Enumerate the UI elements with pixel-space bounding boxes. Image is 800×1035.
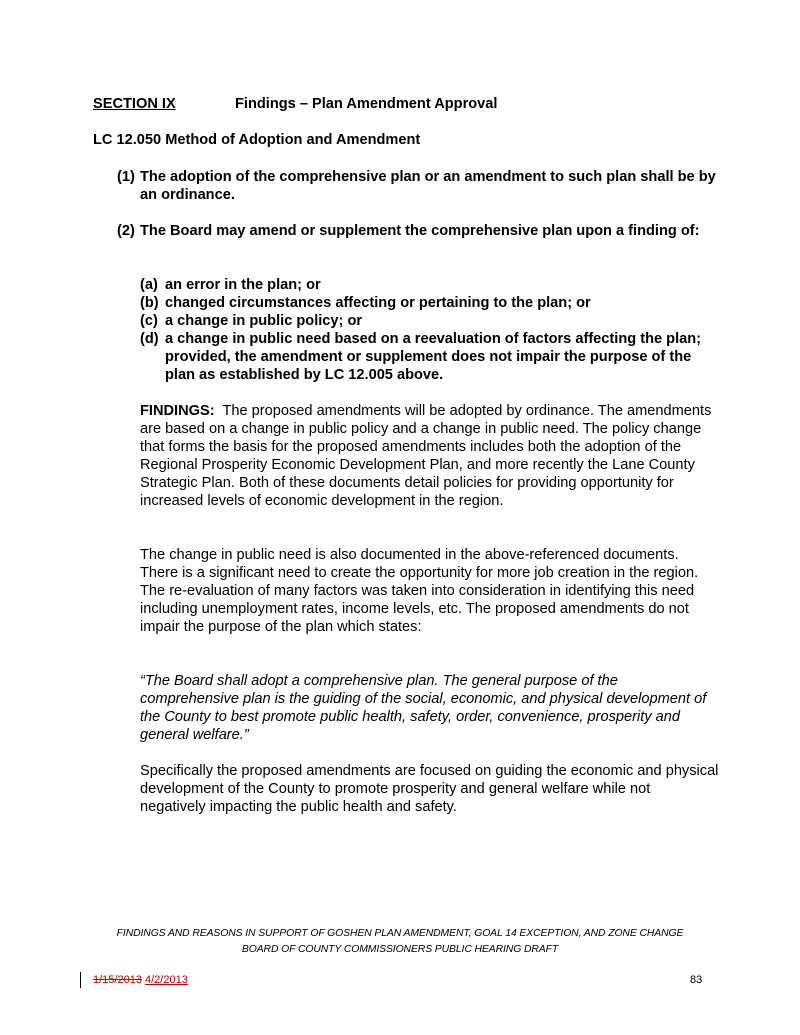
list-item: [117, 168, 717, 204]
item-number: (2): [117, 223, 135, 239]
item-text: The adoption of the comprehensive plan or an amendment to such plan shall be by an ordinance.: [140, 169, 716, 203]
sub-item-label: (a): [140, 277, 158, 293]
sub-item-label: (d): [140, 331, 159, 347]
sub-item-label: (c): [140, 313, 158, 329]
sub-item-text: a change in public policy; or: [165, 313, 363, 329]
subheading: LC 12.050 Method of Adoption and Amendment: [93, 132, 421, 148]
sub-list-item: [140, 312, 720, 330]
sub-item-label: (b): [140, 295, 159, 311]
conclusion-paragraph: Specifically the proposed amendments are focused on guiding the economic and physical development of the County to promote prosperity and general welfare while not negatively impacting the public health and safety.: [140, 763, 719, 815]
footer-title: FINDINGS AND REASONS IN SUPPORT OF GOSHEN PLAN AMENDMENT, GOAL 14 EXCEPTION, AND ZONE CHANGE: [116, 928, 684, 939]
section-title: Findings – Plan Amendment Approval: [235, 96, 498, 112]
footer-subtitle: BOARD OF COUNTY COMMISSIONERS PUBLIC HEARING DRAFT: [241, 944, 559, 955]
findings-text: The proposed amendments will be adopted by ordinance. The amendments are based on a change in public policy and a change in public need. The policy change that forms the basis for the proposed amendments includes both the adoption of the Regional Prosperity Economic Development Plan, and more recently the Lane County Strategic Plan. Both of these documents detail policies for providing opportunity for increased levels of economic development in the region.: [140, 403, 712, 509]
sub-list-item: [140, 294, 720, 312]
section-heading: [93, 96, 498, 112]
old-date: 1/15/2013: [93, 974, 142, 986]
findings-paragraph: [140, 402, 720, 510]
sub-item-text: a change in public need based on a reevaluation of factors affecting the plan; provided, the amendment or supplement does not impair the purpose of the plan as established by LC 12.005 above.: [165, 331, 702, 383]
revision-bar: [80, 972, 81, 988]
list-item: [117, 222, 717, 240]
item-text: The Board may amend or supplement the comprehensive plan upon a finding of:: [140, 223, 700, 239]
quoted-purpose: “The Board shall adopt a comprehensive plan. The general purpose of the comprehensive plan is the guiding of the social, economic, and physical development of the County to best promote public health, safety, order, convenience, prosperity and general welfare.”: [140, 673, 707, 743]
sub-item-text: changed circumstances affecting or pertaining to the plan; or: [165, 295, 591, 311]
new-date: 4/2/2013: [145, 974, 188, 986]
findings-label: FINDINGS:: [140, 403, 215, 419]
section-label: SECTION IX: [93, 96, 176, 112]
revision-date: [93, 974, 188, 986]
sub-item-text: an error in the plan; or: [165, 277, 321, 293]
sub-list-item: [140, 330, 720, 384]
public-need-paragraph: The change in public need is also documented in the above-referenced documents. There is a significant need to create the opportunity for more job creation in the region. The re-evaluation of many factors was taken into consideration in identifying this need including unemployment rates, income levels, etc. The proposed amendments do not impair the purpose of the plan which states:: [140, 547, 699, 635]
item-number: (1): [117, 169, 135, 185]
page-number: 83: [690, 974, 703, 986]
sub-list-item: [140, 276, 720, 294]
